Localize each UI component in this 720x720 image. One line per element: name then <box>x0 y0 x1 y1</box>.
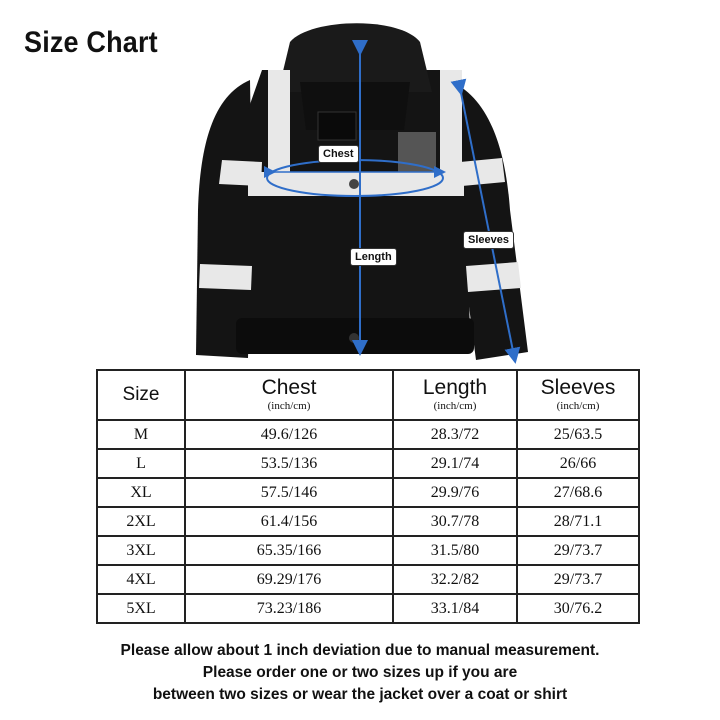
sleeves-cell: 29/73.7 <box>517 565 639 594</box>
size-cell: 3XL <box>97 536 185 565</box>
chest-cell: 65.35/166 <box>185 536 393 565</box>
chest-cell: 73.23/186 <box>185 594 393 623</box>
page-title: Size Chart <box>24 26 158 59</box>
table-row <box>97 449 639 478</box>
button <box>349 333 359 343</box>
table-row <box>97 478 639 507</box>
length-cell: 33.1/84 <box>393 594 517 623</box>
size-cell: 4XL <box>97 565 185 594</box>
chest-cell: 69.29/176 <box>185 565 393 594</box>
right-sleeve-stripe-bottom <box>466 262 521 292</box>
table-row <box>97 594 639 623</box>
header-sleeves: Sleeves (inch/cm) <box>517 370 639 420</box>
table-row <box>97 536 639 565</box>
size-cell: 5XL <box>97 594 185 623</box>
sleeves-cell: 28/71.1 <box>517 507 639 536</box>
left-sleeve-stripe-bottom <box>199 264 252 290</box>
table-row <box>97 565 639 594</box>
chest-cell: 49.6/126 <box>185 420 393 449</box>
chest-cell: 53.5/136 <box>185 449 393 478</box>
header-chest: Chest (inch/cm) <box>185 370 393 420</box>
length-cell: 32.2/82 <box>393 565 517 594</box>
sleeves-cell: 29/73.7 <box>517 536 639 565</box>
hood <box>278 23 432 92</box>
length-cell: 31.5/80 <box>393 536 517 565</box>
length-cell: 30.7/78 <box>393 507 517 536</box>
sleeves-cell: 26/66 <box>517 449 639 478</box>
sleeves-label: Sleeves <box>463 231 514 249</box>
table-header-row <box>97 370 639 420</box>
chest-label: Chest <box>318 145 359 163</box>
size-cell: XL <box>97 478 185 507</box>
header-size: Size <box>97 370 185 420</box>
table-row <box>97 507 639 536</box>
sleeves-cell: 30/76.2 <box>517 594 639 623</box>
size-cell: L <box>97 449 185 478</box>
table-row <box>97 420 639 449</box>
left-sleeve-stripe-top <box>219 160 262 186</box>
note-line: between two sizes or wear the jacket over a coat or shirt <box>152 686 568 703</box>
button <box>349 179 359 189</box>
chest-cell: 57.5/146 <box>185 478 393 507</box>
right-sleeve-stripe-top <box>460 158 505 186</box>
sleeves-cell: 25/63.5 <box>517 420 639 449</box>
header-length: Length (inch/cm) <box>393 370 517 420</box>
sleeves-cell: 27/68.6 <box>517 478 639 507</box>
size-cell: M <box>97 420 185 449</box>
note-line: Please allow about 1 inch deviation due to manual measurement. <box>120 642 600 659</box>
length-cell: 29.1/74 <box>393 449 517 478</box>
note-line: Please order one or two sizes up if you are <box>202 664 518 681</box>
chest-pocket <box>318 112 356 140</box>
chest-cell: 61.4/156 <box>185 507 393 536</box>
size-table <box>96 369 640 624</box>
measurement-notes <box>0 640 720 706</box>
length-cell: 28.3/72 <box>393 420 517 449</box>
size-cell: 2XL <box>97 507 185 536</box>
length-cell: 29.9/76 <box>393 478 517 507</box>
length-label: Length <box>350 248 397 266</box>
